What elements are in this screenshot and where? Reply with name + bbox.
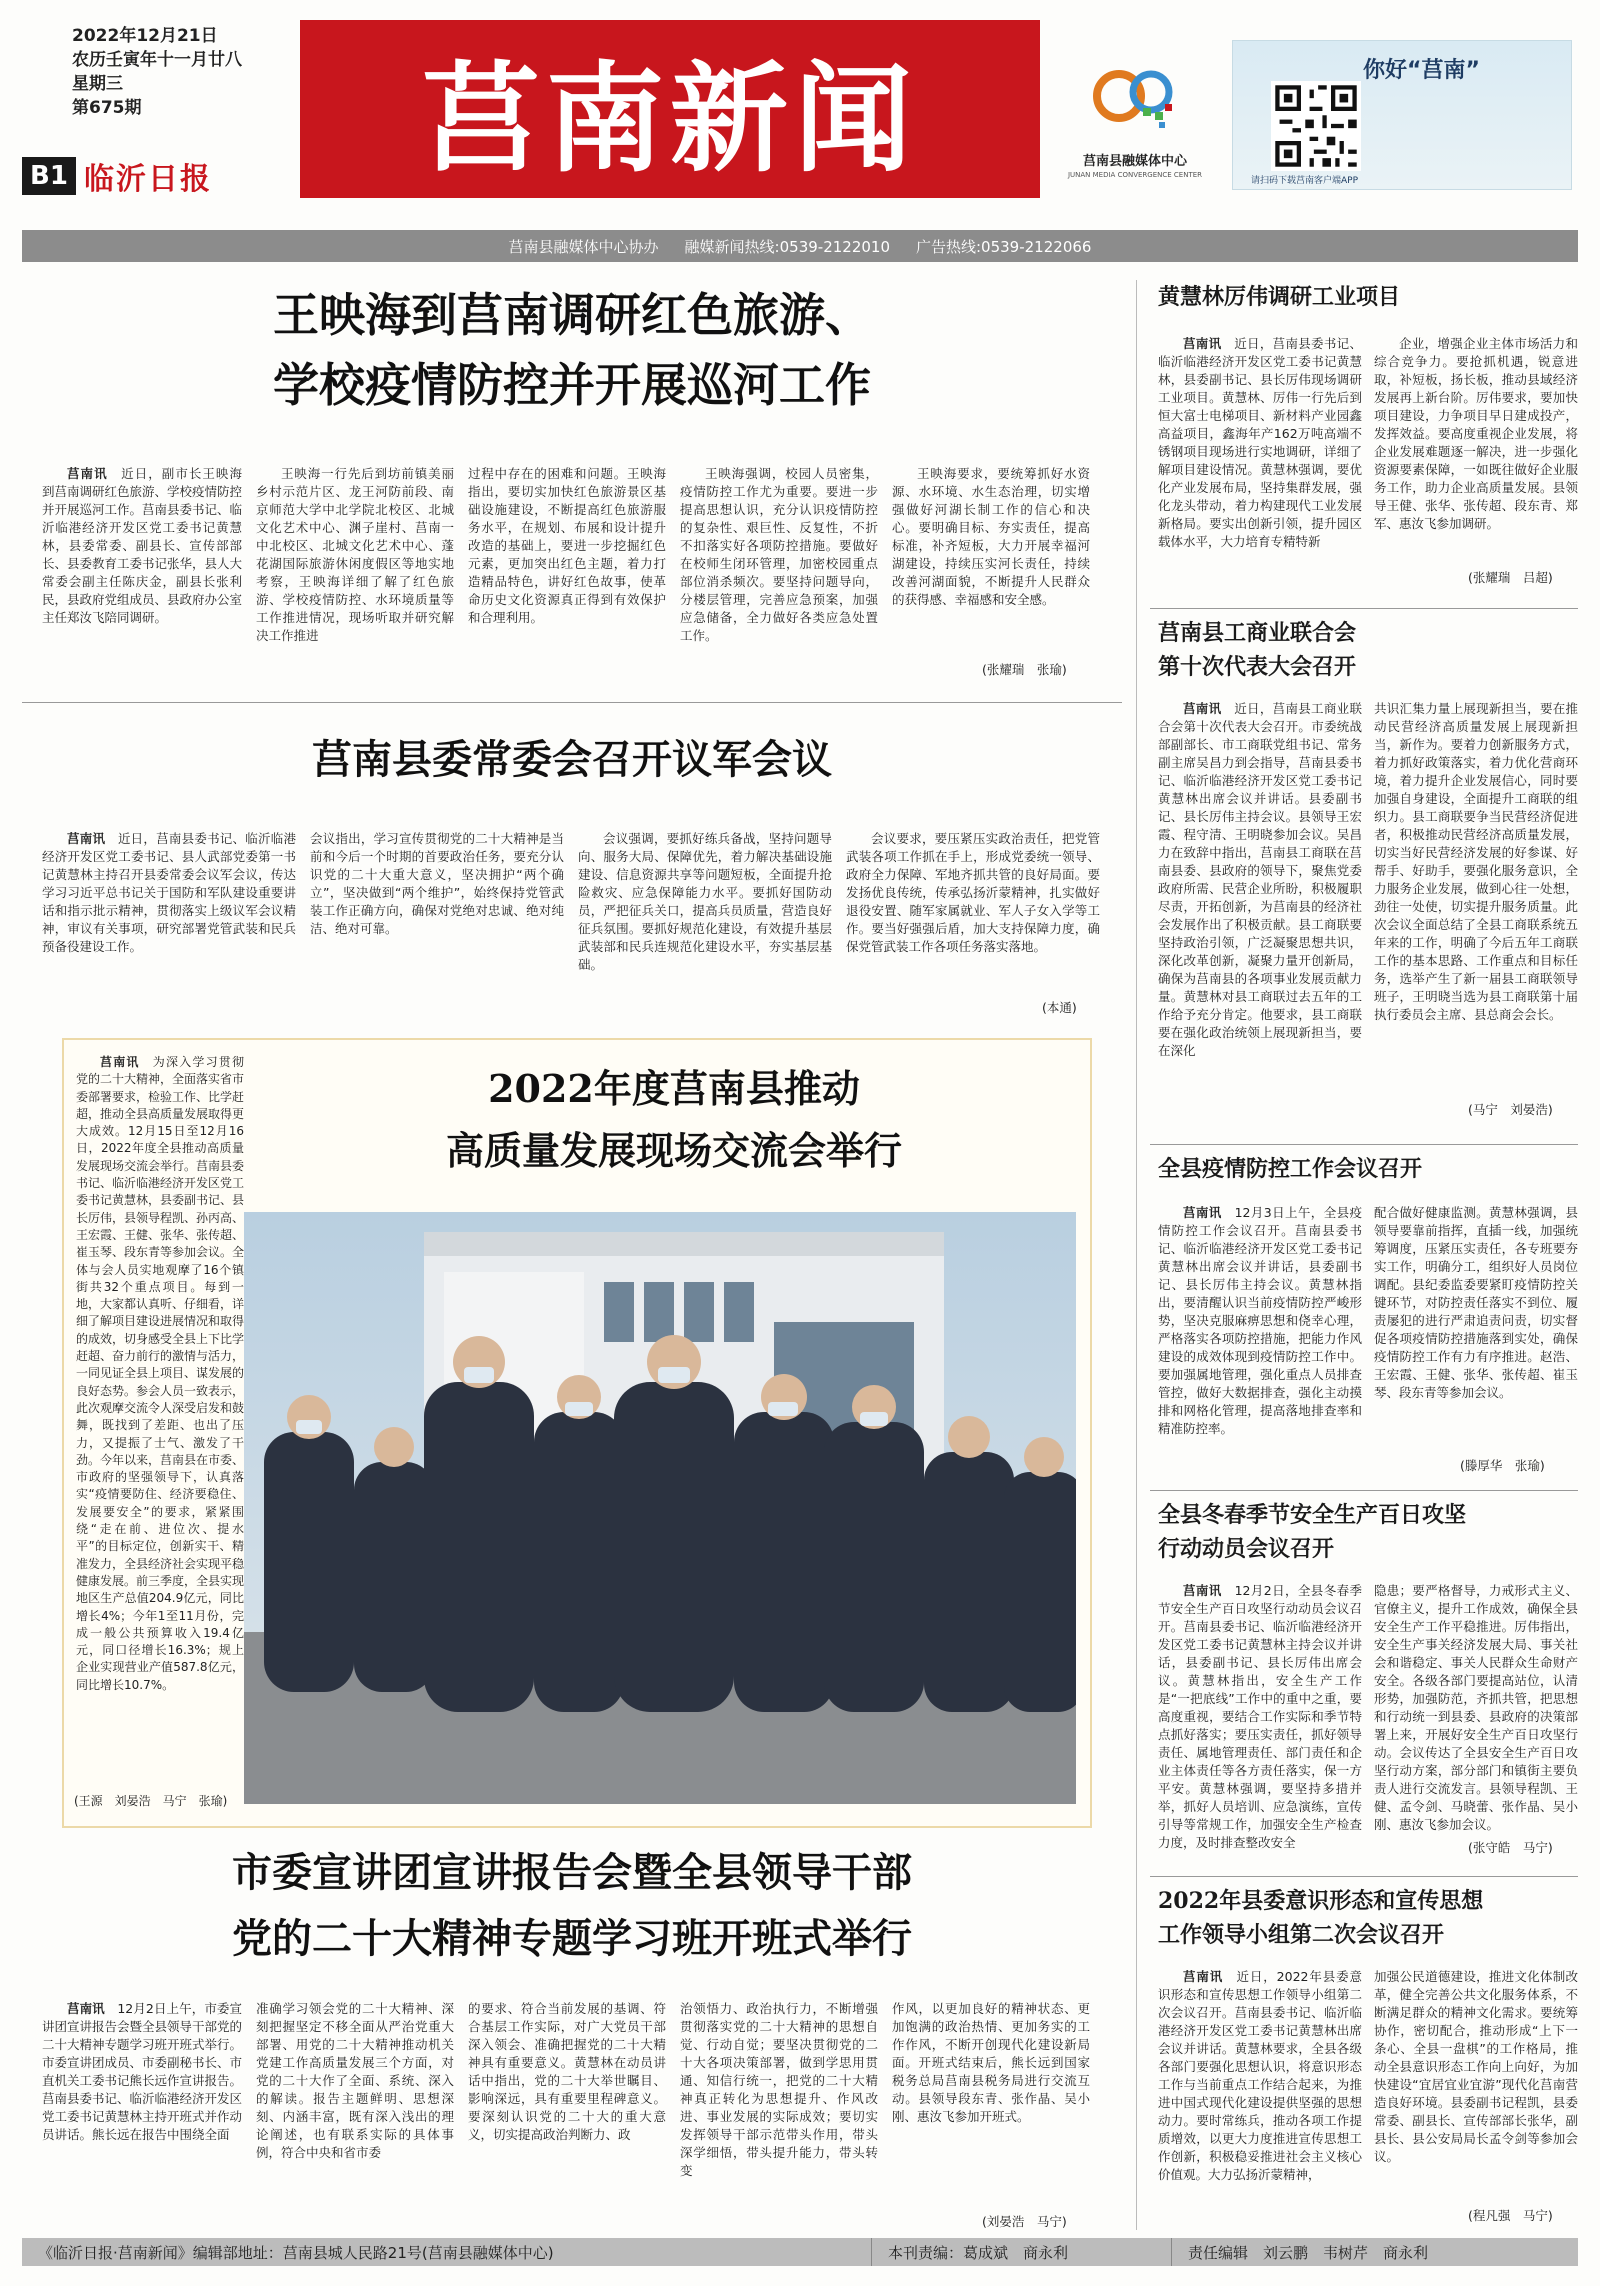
column-text: 近日，莒南县委书记、临沂临港经济开发区党工委书记黄慧林，县委副书记、县长厉伟现场调研工业项目。黄慧林、厉伟一行先后到恒大富士电梯项目、新材料产业园鑫高益项目，鑫海年产162万吨高端不锈钢项目现场进行实地调研，详细了解项目建设情况。黄慧林强调，要优化产业发展布局，坚持集群发展，强化龙头带动，着力构建现代工业发展新格局。要实出创新引领，提升园区载体水平，大力培育专精特新 [1158, 336, 1362, 549]
article-column [1158, 1582, 1362, 1852]
headline-line-2: 党的二十大精神专题学习班开班式举行 [232, 1915, 912, 1962]
parent-paper-logo: 临沂日报 [84, 162, 212, 197]
article-column: 企业，增强企业主体市场活力和综合竞争力。要抢抓机遇，锐意进取，补短板，扬长板，推动县域经济发展再上新台阶。厉伟要求，要加快项目建设，力争项目早日建成投产，发挥效益。要高度重视企业发展，将企业发展难题逐一解决，进一步强化资源要素保障，一如既往做好企业服务工作，助力企业高质量发展。县领导王健、张华、张传超、段东青、郑军、惠汝飞参加调研。 [1374, 336, 1578, 531]
media-center-name: 莒南县融媒体中心 [1082, 154, 1187, 169]
footer-address: 《临沂日报·莒南新闻》编辑部地址：莒南县城人民路21号(莒南县融媒体中心) [22, 2238, 872, 2266]
section-divider [1150, 608, 1578, 609]
issue-number: 第675期 [72, 98, 142, 118]
column-text: 12月2日，全县冬春季节安全生产百日攻坚行动动员会议召开。莒南县委书记、临沂临港经济开发区党工委书记黄慧林主持会议并讲话，县委副书记、县长厉伟出席会议。黄慧林指出，安全生产工作是“一把底线”工作中的重中之重，要高度重视，要结合工作实际和季节特点抓好落实；要压实责任，抓好领导责任、属地管理责任、部门责任和企业主体责任等各方责任落实，保一方平安。黄慧林强调，要坚持多措并举，抓好人员培训、应急演练，宣传引导等常规工作，加强安全生产检查力度，及时排查整改安全 [1158, 1583, 1362, 1850]
headline-line-2: 工作领导小组第二次会议召开 [1158, 1922, 1445, 1948]
ad-hotline: 广告热线:0539-2122066 [916, 237, 1092, 256]
app-download-panel[interactable] [1232, 40, 1572, 190]
article-column [42, 465, 242, 663]
article-headline [22, 280, 1122, 420]
headline-line-1: 王映海到莒南调研红色旅游、 [273, 288, 871, 342]
byline: 莒南讯 [67, 2001, 105, 2016]
column-text: 近日，副市长王映海到莒南调研红色旅游、学校疫情防控并开展巡河工作。莒南县委书记、临沂临港经济开发区党工委书记黄慧林，县委常委、副县长、宣传部部长、县委教育工委书记张华，县人大常委会副主任陈庆金，副县长张利民，县政府党组成员、县政府办公室主任郑汝飞陪同调研。 [42, 466, 242, 625]
weekday: 星期三 [72, 74, 123, 94]
article-commerce-congress[interactable] [1150, 616, 1578, 1136]
headline-line-1: 全县冬春季节安全生产百日攻坚 [1158, 1502, 1467, 1528]
column-text: 近日，2022年县委意识形态和宣传思想工作领导小组第二次会议召开。莒南县委书记、临沂临港经济开发区党工委书记黄慧林出席会议并讲话。黄慧林要求，全县各级各部门要强化思想认识，将意识形态工作与当前重点工作结合起来，为推进中国式现代化建设提供坚强的思想动力。要时常练兵，推动各项工作提质增效，以更大力度推进宣传思想工作创新，积极稳妥推进社会主义核心价值观。大力弘扬沂蒙精神， [1158, 1969, 1362, 2182]
article-column [42, 2000, 242, 2216]
article-column: 会议要求，要压紧压实政治责任，把党管武装各项工作抓在手上，形成党委统一领导、政府全力保障、军地齐抓共管的良好局面。要发扬优良传统，传承弘扬沂蒙精神，扎实做好退役安置、随军家属就业、军人子女入学等工作。要当好强强后盾，加大支持保障力度，确保党管武装工作各项任务落实落地。 [846, 831, 1100, 954]
byline: 莒南讯 [1183, 1969, 1224, 1984]
article-headline: 黄慧林厉伟调研工业项目 [1158, 284, 1401, 310]
column-divider [1136, 280, 1137, 2230]
footer-editor: 本刊责编：葛成斌 商永利 [872, 2238, 1172, 2266]
headline-line-1: 2022年县委意识形态和宣传思想 [1158, 1888, 1484, 1914]
headline-line-1: 市委宣讲团宣讲报告会暨全县领导干部 [232, 1849, 912, 1896]
site-visit-photo-icon [244, 1212, 1076, 1804]
article-column: 王映海要求，要统筹抓好水资源、水环境、水生态治理，切实增强做好河湖长制工作的信心和决心。要明确目标、夯实责任，提高标准，补齐短板，大力开展幸福河湖建设，持续压实河长责任，持续改善河湖面貌，不断提升人民群众的获得感、幸福感和安全感。 [892, 466, 1090, 607]
article-column: 治领悟力、政治执行力，不断增强贯彻落实党的二十大精神的思想自觉、行动自觉；要坚决贯彻党的二十大各项决策部署，做到学思用贯通、知信行统一，把党的二十大精神真正转化为思想提升、作风改进、事业发展的实际成效；要切实发挥领导干部示范带头作用，带头深学细悟，带头提升能力，带头转变 [680, 2001, 878, 2178]
lunar-date: 农历壬寅年十一月廿八 [72, 50, 242, 70]
article-headline [22, 1840, 1122, 1972]
title-banner [300, 20, 1040, 198]
article-column: 作风，以更加良好的精神状态、更加饱满的政治热情、更加务实的工作作风，不断开创现代化建设新局面。开班式结束后，熊长远到国家税务总局莒南县税务局进行交流互动。县领导段东青、张作晶、吴小刚、惠汝飞参加开班式。 [892, 2001, 1090, 2124]
article-column: 隐患；要严格督导，力戒形式主义、官僚主义，提升工作成效，确保全县安全生产工作平稳推进。厉伟指出，安全生产事关经济发展大局、事关社会和谐稳定、事关人民群众生命财产安全。各级各部门要提高站位，认清形势，加强防范，齐抓共管，把思想和行动统一到县委、县政府的决策部署上来，开展好安全生产百日攻坚行动。会议传达了全县安全生产百日攻坚行动方案，部分部门和镇街主要负责人进行交流发言。县领导程凯、王健、孟令剑、马晓蕾、张作晶、吴小刚、惠汝飞参加会议。 [1374, 1583, 1578, 1832]
headline-line-2: 学校疫情防控并开展巡河工作 [273, 358, 871, 412]
article-column: 会议指出，学习宣传贯彻党的二十大精神是当前和今后一个时期的首要政治任务，要充分认识党的二十大重大意义，坚决拥护“两个确立”，坚决做到“两个维护”，始终保持党管武装工作正确方向，确保对党绝对忠诚、绝对纯洁、绝对可靠。 [310, 831, 564, 936]
article-headline [1158, 1884, 1483, 1952]
article-column: 王映海强调，校园人员密集，疫情防控工作尤为重要。要进一步提高思想认识，充分认识疫情防控的复杂性、艰巨性、反复性，不折不扣落实好各项防控措施。要做好在校师生闭环管理，加密校园重点部位消杀频次。要坚持问题导向，分楼层管理，完善应急预案，加强应急储备，全力做好各类应急处置工作。 [680, 466, 878, 643]
headline-line-2: 第十次代表大会召开 [1158, 654, 1357, 680]
section-divider [1150, 1876, 1578, 1877]
section-divider [1150, 1144, 1578, 1145]
article-column: 会议强调，要抓好练兵备战，坚持问题导向、服务大局、保障优先，着力解决基础设施建设、信息资源共享等问题短板，全面提升抢险救灾、应急保障能力水平。要抓好国防动员，严把征兵关口，提高兵员质量，营造良好征兵氛围。要抓好规范化建设，有效提升基层武装部和民兵连规范化建设水平，夯实基层基础。 [578, 831, 832, 972]
section-divider [22, 702, 1122, 703]
headline-line-2: 高质量发展现场交流会举行 [445, 1128, 902, 1173]
date-block [72, 24, 272, 120]
edition-row [22, 156, 212, 196]
article-column: 加强公民道德建设，推进文化体制改革，健全完善公共文化服务体系，不断满足群众的精神文化需求。要统筹协作，密切配合，推动形成“上下一条心、全县一盘棋”的工作格局，推动全县意识形态工作向上向好，为加快建设“宜居宜业宜游”现代化莒南营造良好环境。县委副书记程凯，县委常委、副县长、宣传部部长张华，副县长、县公安局局长孟令剑等参加会议。 [1374, 1969, 1578, 2164]
article-column: 过程中存在的困难和问题。王映海指出，要切实加快红色旅游景区基础设施建设，不断提高红色旅游服务水平，在规划、布展和设计提升改造的基础上，要进一步挖掘红色元素，更加突出红色主题，着力打造精品特色，讲好红色故事，使革命历史文化资源真正得到有效保护和合理利用。 [468, 466, 666, 625]
byline: 莒南讯 [1183, 701, 1222, 716]
article-author: (张耀瑞 张瑜) [982, 662, 1067, 677]
byline: 莒南讯 [1183, 336, 1222, 351]
article-column [1158, 1968, 1362, 2220]
headline-line-2: 行动动员会议召开 [1158, 1536, 1335, 1562]
footer-proof: 责任编辑 刘云鹏 韦树芹 商永利 [1188, 2243, 1429, 2262]
app-greeting: 你好“莒南” [1363, 58, 1480, 83]
column-text: 近日，莒南县委书记、临沂临港经济开发区党工委书记、县人武部党委第一书记黄慧林主持召开县委常委会议军会议，传达学习习近平总书记关于国防和军队建设重要讲话和指示批示精神，贯彻落实上级议军会议精神，审议有关事项，研究部署党管武装和民兵预备役建设工作。 [42, 831, 296, 954]
column-text: 近日，莒南县工商业联合会第十次代表大会召开。市委统战部副部长、市工商联党组书记、常务副主席吴昌力到会指导，莒南县委书记、临沂临港经济开发区党工委书记黄慧林出席会议并讲话。县委副书记、县长厉伟主持会议。县领导王宏霞、程守清、王明晓参加会议。吴昌力在致辞中指出，莒南县工商联在莒南县委、县政府的领导下，聚焦党委政府所需、民营企业所盼，积极履职尽责，开拓创新，为莒南县的经济社会发展作出了积极贡献。县工商联要坚持政治引领，广泛凝聚思想共识，深化改革创新，凝聚力量开创新局，确保为莒南县的各项事业发展贡献力量。黄慧林对县工商联过去五年的工作给予充分肯定。他要求，县工商联要在强化政治统领上展现新担当，要在深化 [1158, 701, 1362, 1058]
media-center-emblem-icon [1089, 58, 1181, 138]
article-study-class[interactable] [22, 1840, 1122, 2230]
byline: 莒南讯 [1183, 1583, 1222, 1598]
qr-code-icon[interactable] [1271, 81, 1361, 171]
article-column: 的要求、符合当前发展的基调、符合基层工作实际，对广大党员干部深入领会、准确把握党的二十大精神具有重要意义。黄慧林在动员讲话中指出，党的二十大举世瞩目、影响深远，具有重要里程碑意义。要深刻认识党的二十大的重大意义，切实提高政治判断力、政 [468, 2001, 666, 2142]
article-author: (本通) [1042, 1000, 1077, 1015]
article-column: 共识汇集力量上展现新担当，要在推动民营经济高质量发展上展现新担当，新作为。要着力创新服务方式，着力抓好政策落实，着力优化营商环境，着力提升企业发展信心，同时要加强自身建设，全面提升工商联的组织力。县工商联要争当民营经济促进者，积极推动民营经济高质量发展，切实当好民营经济发展的好参谋、好帮手、好助手，要强化服务意识，全力服务企业发展，做到心往一处想，劲往一处使，切实提升服务质量。此次会议全面总结了全县工商联系统五年来的工作，明确了今后五年工商联工作的基本思路、工作重点和目标任务，选举产生了新一届县工商联领导班子，王明晓当选为县工商联第十届执行委员会主席、县总商会会长。 [1374, 701, 1578, 1022]
byline: 莒南讯 [67, 466, 108, 481]
section-divider [1150, 1490, 1578, 1491]
article-epidemic-meeting[interactable] [1150, 1152, 1578, 1482]
app-download-tip: 请扫码下载莒南客户端APP [1251, 176, 1359, 186]
cohost-text: 莒南县融媒体中心协办 [508, 237, 659, 256]
article-column [1158, 335, 1362, 585]
article-author: (刘晏浩 马宁) [982, 2214, 1067, 2229]
article-industrial-projects[interactable] [1150, 280, 1578, 600]
byline: 莒南讯 [1183, 1205, 1222, 1220]
article-safety-campaign[interactable] [1150, 1498, 1578, 1868]
column-text: 12月2日上午，市委宣讲团宣讲报告会暨全县领导干部党的二十大精神专题学习班开班式举行。市委宣讲团成员、市委副秘书长、市直机关工委书记熊长远作宣讲报告。莒南县委书记、临沂临港经济开发区党工委书记黄慧林主持开班式并作动员讲话。熊长远在报告中围绕全面 [42, 2001, 242, 2142]
article-column [76, 1054, 244, 1780]
article-author: (马宁 刘晏浩) [1468, 1102, 1553, 1117]
conference-photo [244, 1212, 1076, 1804]
article-author: (滕厚华 张瑜) [1460, 1458, 1545, 1473]
article-author: (张守皓 马宁) [1468, 1840, 1553, 1855]
headline-line-1: 2022年度莒南县推动 [488, 1066, 860, 1111]
article-column: 准确学习领会党的二十大精神、深刻把握坚定不移全面从严治党重大部署、用党的二十大精神推动机关党建工作高质量发展三个方面，对党的二十大作了全面、系统、深入的解读。报告主题鲜明、思想深刻、内涵丰富，既有深入浅出的理论阐述，也有联系实际的具体事例，符合中央和省市委 [256, 2001, 454, 2160]
info-bar [22, 230, 1578, 262]
article-headline [264, 1058, 1084, 1182]
media-center-name-en: JUNAN MEDIA CONVERGENCE CENTER [1067, 171, 1203, 179]
article-headline [1158, 616, 1356, 684]
article-column [1158, 700, 1362, 1114]
column-text: 为深入学习贯彻党的二十大精神，全面落实省市委部署要求，检验工作、比学赶超，推动全县高质量发展取得更大成效。12月15日至12月16日，2022年度全县推动高质量发展现场交流会举行。莒南县委书记、临沂临港经济开发区党工委书记黄慧林，县委副书记、县长厉伟，县领导程凯、孙丙高、王宏霞、王健、张华、张传超、崔玉琴、段东青等参加会议。全体与会人员实地观摩了16个镇街共32个重点项目。每到一地，大家都认真听、仔细看，详细了解项目建设进展情况和取得的成效，切身感受全县上下比学赶超、奋力前行的激情与活力，一同见证全县上项目、谋发展的良好态势。参会人员一致表示，此次观摩交流令人深受启发和鼓舞，既找到了差距、也出了压力，又提振了士气、激发了干劲。今年以来，莒南县在市委、市政府的坚强领导下，认真落实“疫情要防住、经济要稳住、发展要安全”的要求，紧紧围绕“走在前、进位次、提水平”的目标定位，创新实干、精准发力，全县经济社会实现平稳健康发展。前三季度，全县实现地区生产总值204.9亿元，同比增长4%；今年1至11月份，完成一般公共预算收入19.4亿元，同口径增长16.3%；规上企业实现营业产值587.8亿元，同比增长10.7%。 [76, 1055, 244, 1692]
footer-bar [22, 2238, 1578, 2266]
page-number: B1 [22, 157, 76, 195]
byline: 莒南讯 [67, 831, 106, 846]
article-wang-yinghai-visit[interactable] [22, 280, 1122, 680]
headline-line-1: 莒南县工商业联合会 [1158, 620, 1357, 646]
byline: 莒南讯 [100, 1055, 140, 1069]
media-center-logo [1060, 58, 1210, 179]
article-headline [1158, 1498, 1466, 1566]
issue-date: 2022年12月21日 [72, 26, 218, 46]
masthead [0, 0, 1600, 256]
article-army-meeting[interactable] [22, 720, 1122, 1040]
article-headline: 莒南县委常委会召开议军会议 [312, 736, 832, 783]
article-column [42, 830, 296, 1010]
article-author: (张耀瑞 吕超) [1468, 570, 1553, 585]
news-hotline: 融媒新闻热线:0539-2122010 [684, 237, 890, 256]
article-author: (王源 刘晏浩 马宁 张瑜) [74, 1794, 228, 1808]
paper-title: 莒南新闻 [421, 50, 918, 188]
article-headline: 全县疫情防控工作会议召开 [1158, 1156, 1423, 1182]
article-column: 王映海一行先后到坊前镇美丽乡村示范片区、龙王河防前段、南京师范大学中北学院北校区、北城文化艺术中心、渊子崖村、莒南一中北校区、北城文化艺术中心、蓬花湖国际旅游休闲度假区等地实地考察，王映海详细了解了红色旅游、学校疫情防控、水环境质量等工作推进情况，现场听取并研究解决工作推进 [256, 466, 454, 643]
article-author: (程凡强 马宁) [1468, 2208, 1553, 2223]
article-column: 配合做好健康监测。黄慧林强调，县领导要靠前指挥，直插一线，加强统筹调度，压紧压实责任，各专班要夯实工作，明确分工，组织好人员岗位调配。县纪委监委要紧盯疫情防控关键环节，对防控责任落实不到位、履责屡犯的进行严肃追责问责，切实督促各项疫情防控措施落到实处，确保疫情防控工作有力有序推进。赵浩、王宏霞、王健、张华、张传超、崔玉琴、段东青等参加会议。 [1374, 1205, 1578, 1400]
article-column [1158, 1204, 1362, 1472]
article-ideology-meeting[interactable] [1150, 1884, 1578, 2234]
column-text: 12月3日上午，全县疫情防控工作会议召开。莒南县委书记、临沂临港经济开发区党工委书记黄慧林出席会议并讲话，县委副书记、县长厉伟主持会议。黄慧林指出，要清醒认识当前疫情防控严峻形势，坚决克服麻痹思想和侥幸心理，严格落实各项防控措施，把能力作风建设的成效体现到疫情防控工作中。要加强属地管理，强化重点人员排查管控，做好大数据排查，强化主动摸排和网格化管理，提高落地排查率和精准防控率。 [1158, 1205, 1362, 1436]
